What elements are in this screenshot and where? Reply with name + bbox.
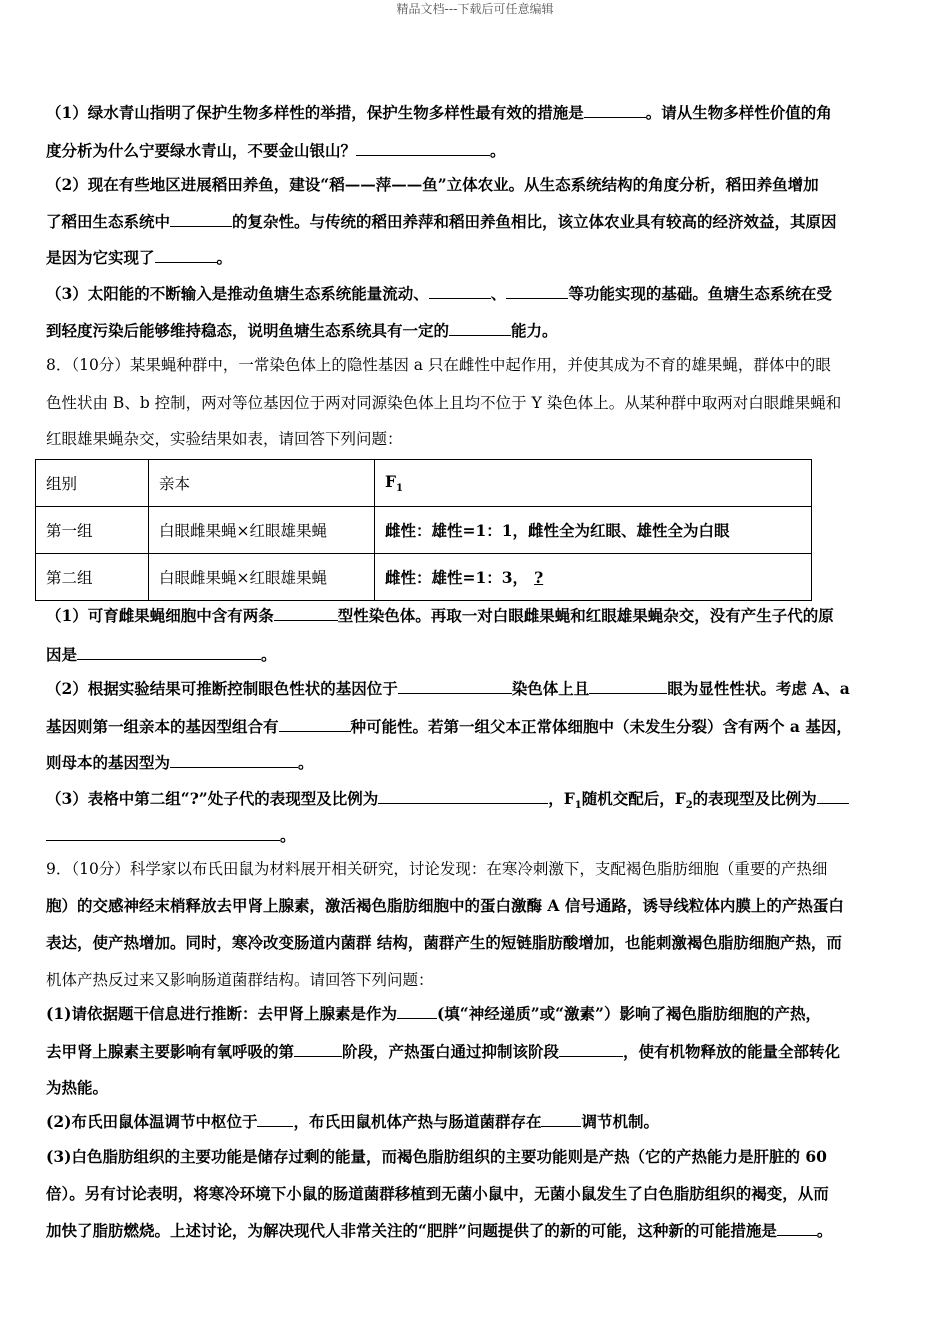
subscript: 1 [574, 800, 582, 812]
q8-stem-line1: 8．（10分）某果蝇种群中，一常染色体上的隐性基因 a 只在雌性中起作用，并使其成为不育的雄果蝇，群体中的眼 [46, 356, 831, 374]
text: （3）太阳能的不断输入是推动鱼塘生态系统能量流动、 [46, 284, 429, 303]
q9-stem-line3: 表达，使产热增加。同时，寒冷改变肠道内菌群 结构，菌群产生的短链脂肪酸增加，也能刺激褐色脂肪细胞产热，而 [46, 933, 842, 952]
q8-2-line3 [46, 752, 906, 774]
answer-blank[interactable] [155, 248, 217, 263]
answer-blank[interactable] [398, 679, 512, 694]
text: 染色体上且 [511, 679, 590, 698]
text: 基因则第一组亲本的基因型组合有 [46, 717, 279, 736]
text: 。请从生物多样性价值的角 [645, 103, 832, 122]
table-header-cell [375, 460, 812, 507]
q9-1-line2 [46, 1041, 906, 1063]
answer-blank[interactable] [170, 212, 232, 227]
table-header-cell: 组别 [36, 460, 149, 507]
q7-2-line2 [46, 211, 906, 233]
answer-blank[interactable] [257, 1112, 293, 1127]
subscript: 1 [396, 483, 403, 495]
q7-3-line2 [46, 320, 906, 342]
text: 眼为显性性状。考虑 A、a [667, 679, 850, 698]
text: （1）绿水青山指明了保护生物多样性的举措，保护生物多样性最有效的措施是 [46, 103, 584, 122]
text: （2）根据实验结果可推断控制眼色性状的基因位于 [46, 679, 398, 698]
table-header-cell: 亲本 [149, 460, 375, 507]
text: 到轻度污染后能够维持稳态，说明鱼塘生态系统具有一定的 [46, 321, 450, 340]
text: 度分析为什么宁要绿水青山，不要金山银山？ [46, 141, 357, 160]
answer-blank[interactable] [449, 321, 511, 336]
subscript: 2 [685, 800, 693, 812]
text: 则母本的基因型为 [46, 753, 171, 772]
q8-stem-line3: 红眼雄果蝇杂交，实验结果如表，请回答下列问题： [46, 430, 403, 448]
answer-blank[interactable] [506, 284, 568, 299]
answer-blank[interactable] [274, 606, 338, 621]
q8-3-line1 [46, 788, 906, 817]
table-cell [375, 554, 812, 601]
table-header-row [36, 460, 812, 507]
q9-3-line1: (3)白色脂肪组织的主要功能是储存过剩的能量，而褐色脂肪组织的主要功能则是产热（它的产热能力是肝脏的 60 [46, 1147, 827, 1166]
q8-3-line2 [46, 825, 906, 847]
answer-blank[interactable] [170, 753, 298, 768]
q9-1-line1 [46, 1003, 906, 1025]
q9-1-line3: 为热能。 [46, 1078, 109, 1097]
answer-blank[interactable] [378, 789, 548, 804]
table-cell: 雌性：雄性=1：1，雌性全为红眼、雄性全为白眼 [375, 507, 812, 554]
answer-blank[interactable] [429, 284, 491, 299]
results-table [35, 459, 812, 601]
text: （3）表格中第二组“?”处子代的表现型及比例为 [46, 789, 379, 808]
answer-blank[interactable] [397, 1004, 437, 1019]
answer-blank[interactable] [279, 717, 351, 732]
q8-1-line2 [46, 644, 906, 666]
text: 。 [261, 645, 277, 664]
table-cell: 白眼雌果蝇×红眼雄果蝇 [149, 507, 375, 554]
text: (1)请依据题干信息进行推断：去甲肾上腺素是作为 [46, 1004, 397, 1023]
text: 雌性：雄性=1：3， [385, 568, 529, 587]
text: 因是 [46, 645, 78, 664]
answer-blank[interactable] [777, 1221, 817, 1236]
watermark-header: 精品文档---下载后可任意编辑 [396, 2, 554, 16]
text: F [385, 471, 397, 491]
answer-blank[interactable] [46, 826, 280, 841]
text: 随机交配后，F [581, 789, 686, 808]
table-row [36, 554, 812, 601]
q8-2-line1 [46, 678, 906, 700]
question-mark-blank: ? [534, 568, 544, 587]
answer-blank[interactable] [541, 1112, 581, 1127]
table-cell: 白眼雌果蝇×红眼雄果蝇 [149, 554, 375, 601]
text: 能力。 [511, 321, 558, 340]
table-cell: 第二组 [36, 554, 149, 601]
text: 。 [298, 753, 314, 772]
q8-stem-line2: 色性状由 B、b 控制，两对等位基因位于两对同源染色体上且均不位于 Y 染色体上。从某种群中取两对白眼雌果蝇和 [46, 394, 842, 412]
q7-3-line1 [46, 283, 906, 305]
text: 的表现型及比例为 [692, 789, 817, 808]
q8-1-line1 [46, 605, 906, 627]
q9-3-line3 [46, 1220, 906, 1242]
text: 了稻田生态系统中 [46, 212, 171, 231]
answer-blank[interactable] [294, 1042, 342, 1057]
text: 。 [216, 248, 233, 267]
answer-blank[interactable] [356, 141, 490, 156]
text: 阶段，产热蛋白通过抑制该阶段 [342, 1042, 560, 1061]
text: 加快了脂肪燃烧。上述讨论，为解决现代人非常关注的“肥胖”问题提供了的新的可能，这种新的可能措施是 [46, 1221, 777, 1240]
text: 是因为它实现了 [46, 248, 155, 267]
text: 。 [490, 141, 506, 160]
answer-blank[interactable] [817, 789, 849, 804]
text: 、 [490, 284, 507, 303]
answer-blank[interactable] [584, 103, 646, 118]
table-row [36, 507, 812, 554]
text: (填“神经递质”或“激素”）影响了褐色脂肪细胞的产热， [436, 1004, 821, 1023]
text: 。 [280, 826, 296, 845]
q7-1-line2 [46, 140, 906, 162]
text: ，布氏田鼠机体产热与肠道菌群存在 [293, 1112, 542, 1131]
text: （1）可育雌果蝇细胞中含有两条 [46, 606, 274, 625]
q9-2-line1 [46, 1111, 906, 1133]
q7-2-line1: （2）现在有些地区进展稻田养鱼，建设“稻——萍——鱼”立体农业。从生态系统结构的角度分析，稻田养鱼增加 [46, 175, 819, 194]
q7-2-line3 [46, 247, 906, 269]
q8-2-line2 [46, 716, 906, 738]
q9-3-line2: 倍）。另有讨论表明，将寒冷环境下小鼠的肠道菌群移植到无菌小鼠中，无菌小鼠发生了白色脂肪组织的褐变，从而 [46, 1184, 829, 1203]
answer-blank[interactable] [77, 645, 261, 660]
q9-stem-line2: 胞）的交感神经末梢释放去甲肾上腺素，激活褐色脂肪细胞中的蛋白激酶 A 信号通路，诱导线粒体内膜上的产热蛋白 [46, 896, 844, 915]
answer-blank[interactable] [559, 1042, 623, 1057]
table-cell: 第一组 [36, 507, 149, 554]
text: 。 [816, 1221, 833, 1240]
q9-stem-line1: 9．（10分）科学家以布氏田鼠为材料展开相关研究，讨论发现：在寒冷刺激下，支配褐色脂肪细胞（重要的产热细 [46, 860, 828, 878]
text: 调节机制。 [581, 1112, 659, 1131]
text: ，F [548, 789, 575, 808]
text: 型性染色体。再取一对白眼雌果蝇和红眼雄果蝇杂交，没有产生子代的原 [337, 606, 834, 625]
text: (2)布氏田鼠体温调节中枢位于 [46, 1112, 258, 1131]
text: ，使有机物释放的能量全部转化 [623, 1042, 841, 1061]
text: 等功能实现的基础。鱼塘生态系统在受 [568, 284, 832, 303]
q9-stem-line4: 机体产热反过来又影响肠道菌群结构。请回答下列问题： [46, 971, 434, 989]
q7-1-line1 [46, 102, 906, 124]
text: 去甲肾上腺素主要影响有氧呼吸的第 [46, 1042, 295, 1061]
text: 种可能性。若第一组父本正常体细胞中（未发生分裂）含有两个 a 基因， [350, 717, 852, 736]
answer-blank[interactable] [589, 679, 667, 694]
text: 的复杂性。与传统的稻田养萍和稻田养鱼相比，该立体农业具有较高的经济效益，其原因 [232, 212, 837, 231]
